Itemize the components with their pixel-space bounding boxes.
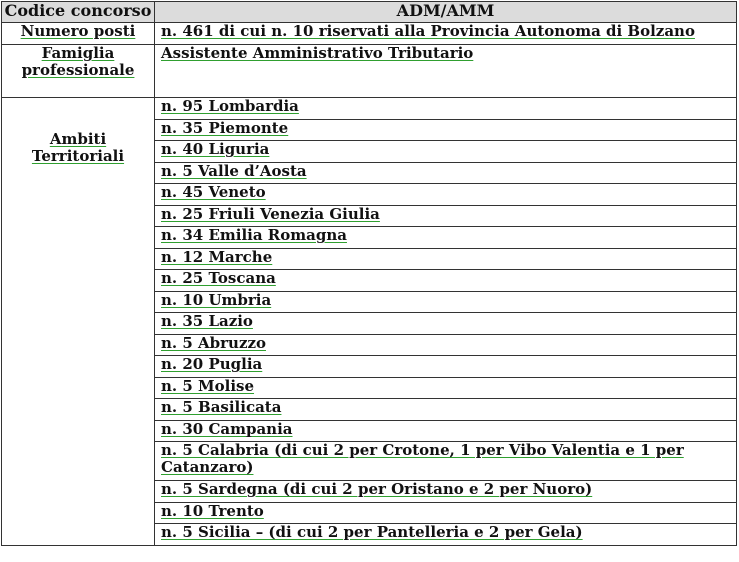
ambito-item: n. 40 Liguria — [155, 141, 737, 163]
ambito-item: n. 25 Toscana — [155, 270, 737, 292]
ambito-item: n. 5 Sardegna (di cui 2 per Oristano e 2 per Nuoro) — [155, 481, 737, 503]
header-code-value: ADM/AMM — [155, 2, 737, 23]
numero-posti-row — [2, 23, 737, 45]
numero-posti-value: n. 461 di cui n. 10 riservati alla Provincia Autonoma di Bolzano — [155, 23, 737, 45]
header-codice-concorso: Codice concorso — [2, 2, 155, 23]
ambito-item: n. 35 Piemonte — [155, 119, 737, 141]
ambito-item: n. 10 Umbria — [155, 291, 737, 313]
ambito-item: n. 20 Puglia — [155, 356, 737, 378]
famiglia-label: Famiglia professionale — [2, 45, 155, 98]
ambito-item: n. 34 Emilia Romagna — [155, 227, 737, 249]
ambito-item: n. 35 Lazio — [155, 313, 737, 335]
ambiti-row — [2, 98, 737, 120]
header-row — [2, 2, 737, 23]
ambito-item: n. 45 Veneto — [155, 184, 737, 206]
ambito-item: n. 5 Abruzzo — [155, 334, 737, 356]
ambiti-label: Ambiti Territoriali — [2, 98, 155, 546]
famiglia-value: Assistente Amministrativo Tributario — [155, 45, 737, 98]
ambito-item: n. 25 Friuli Venezia Giulia — [155, 205, 737, 227]
ambito-item: n. 5 Sicilia – (di cui 2 per Pantelleria e 2 per Gela) — [155, 524, 737, 546]
ambito-item: n. 5 Valle d’Aosta — [155, 162, 737, 184]
ambito-item: n. 10 Trento — [155, 502, 737, 524]
ambito-item: n. 5 Molise — [155, 377, 737, 399]
ambito-item: n. 30 Campania — [155, 420, 737, 442]
numero-posti-label: Numero posti — [2, 23, 155, 45]
ambito-item: n. 5 Basilicata — [155, 399, 737, 421]
ambito-item: n. 5 Calabria (di cui 2 per Crotone, 1 per Vibo Valentia e 1 per Catanzaro) — [155, 442, 737, 481]
famiglia-row — [2, 45, 737, 98]
ambito-item: n. 12 Marche — [155, 248, 737, 270]
ambito-item: n. 95 Lombardia — [155, 98, 737, 120]
competition-table — [1, 1, 737, 546]
